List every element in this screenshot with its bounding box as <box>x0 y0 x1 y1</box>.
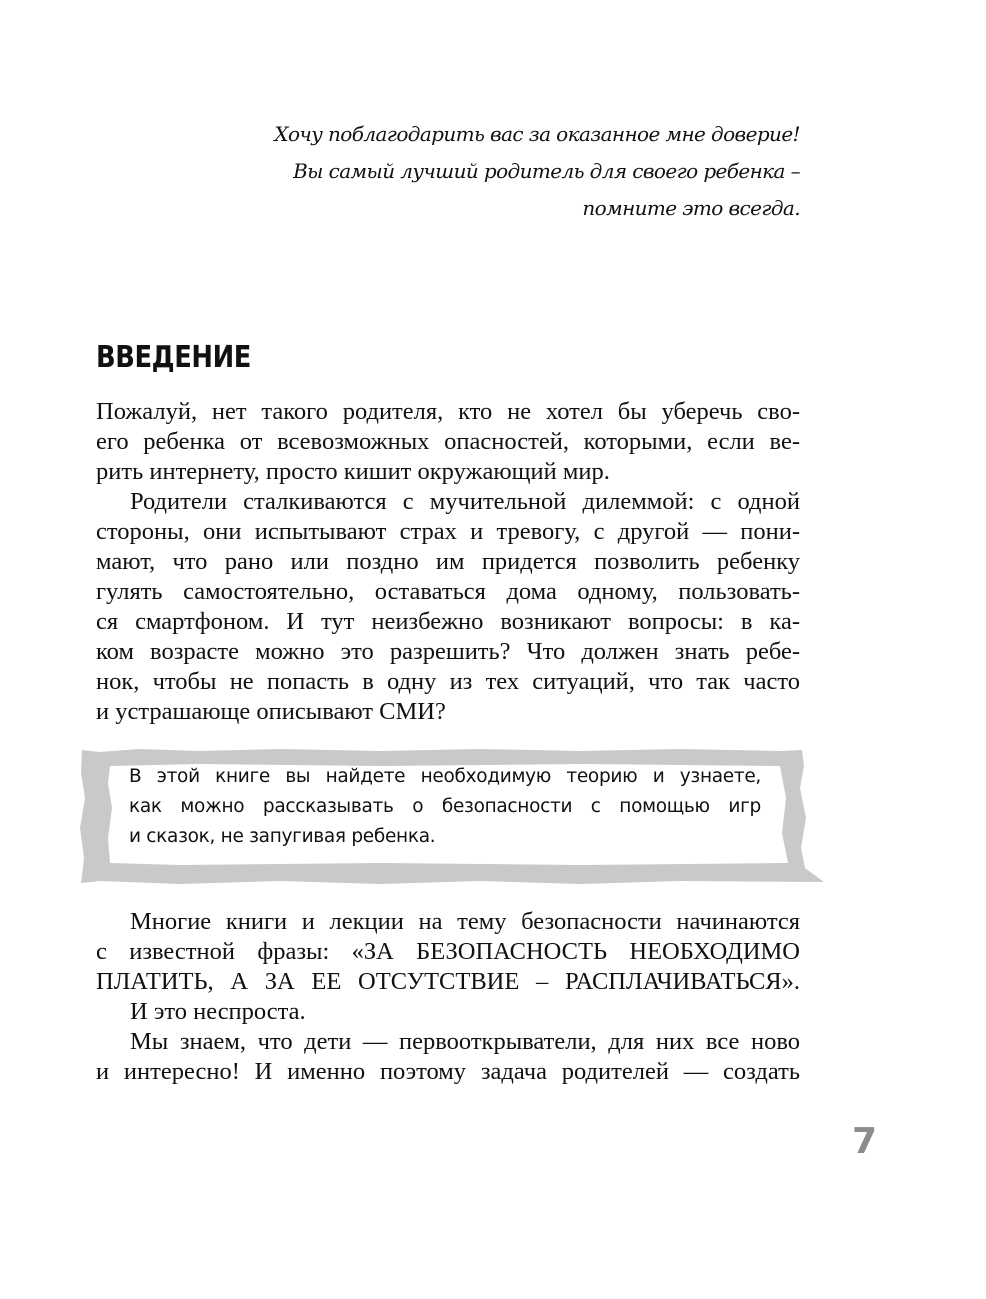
callout-text <box>129 762 761 852</box>
text-line: с известной фразы: «ЗА БЕЗОПАСНОСТЬ НЕОБХОДИМО <box>96 938 800 965</box>
text-line: и интересно! И именно поэтому задача родителей — создать <box>96 1058 800 1085</box>
intro-paragraphs <box>96 397 800 727</box>
epigraph-line: помните это всегда. <box>582 196 800 220</box>
text-line: рить интернету, просто кишит окружающий мир. <box>96 458 610 485</box>
text-line: ПЛАТИТЬ, А ЗА ЕЕ ОТСУТСТВИЕ – РАСПЛАЧИВАТЬСЯ». <box>96 968 800 995</box>
epigraph-line: Вы самый лучший родитель для своего ребенка – <box>293 159 800 183</box>
epigraph <box>200 116 800 227</box>
text-line: нок, чтобы не попасть в одну из тех ситуаций, что так часто <box>96 668 800 695</box>
callout-line: В этой книге вы найдете необходимую теорию и узнаете, <box>129 766 761 787</box>
chapter-heading: ВВЕДЕНИЕ <box>96 340 251 375</box>
text-line: ком возрасте можно это разрешить? Что должен знать ребе- <box>96 638 800 665</box>
text-line: мают, что рано или поздно им придется позволить ребенку <box>96 548 800 575</box>
text-line: стороны, они испытывают страх и тревогу, с другой — пони- <box>96 518 800 545</box>
text-line: Мы знаем, что дети — первооткрыватели, для них все ново <box>130 1028 800 1055</box>
continuation-paragraphs <box>96 907 800 1087</box>
text-line: Родители сталкиваются с мучительной дилеммой: с одной <box>130 488 800 515</box>
epigraph-line: Хочу поблагодарить вас за оказанное мне доверие! <box>274 122 800 146</box>
callout-line: и сказок, не запугивая ребенка. <box>129 826 436 847</box>
text-line: гулять самостоятельно, оставаться дома одному, пользовать- <box>96 578 800 605</box>
text-line: Пожалуй, нет такого родителя, кто не хотел бы уберечь сво- <box>96 398 800 425</box>
text-line: И это неспроста. <box>130 998 306 1025</box>
text-line: его ребенка от всевозможных опасностей, которыми, если ве- <box>96 428 800 455</box>
text-line: Многие книги и лекции на тему безопасности начинаются <box>130 908 800 935</box>
callout-line: как можно рассказывать о безопасности с помощью игр <box>129 796 761 817</box>
page-number: 7 <box>852 1121 878 1162</box>
callout-box <box>80 748 824 886</box>
text-line: ся смартфоном. И тут неизбежно возникают вопросы: в ка- <box>96 608 800 635</box>
text-line: и устрашающе описывают СМИ? <box>96 698 446 725</box>
